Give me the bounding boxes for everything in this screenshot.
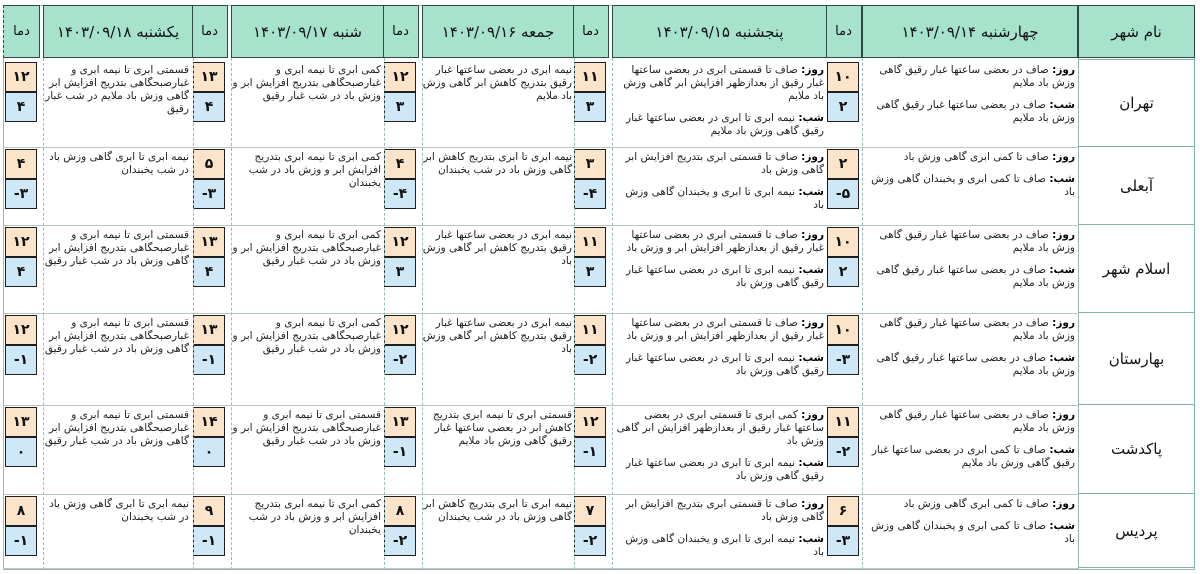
night-label: شب:	[798, 352, 824, 364]
max-temp-box: ۱۳	[5, 407, 37, 437]
day-label: روز:	[1052, 409, 1075, 421]
day-forecast	[612, 151, 824, 177]
max-temp-box: ۱۳	[193, 62, 225, 92]
column-divider	[193, 58, 194, 570]
day-forecast	[612, 317, 824, 343]
day-label: روز:	[1052, 64, 1075, 76]
night-forecast	[865, 352, 1075, 378]
min-temp-box: ۴	[193, 92, 225, 122]
day-label: روز:	[801, 151, 824, 163]
min-temp-box: ۰	[5, 437, 37, 467]
night-forecast-text: نیمه ابری تا ابری و یخبندان گاهی وزش باد	[625, 533, 824, 558]
min-temp-box: ۳	[384, 92, 416, 122]
day-forecast	[612, 498, 824, 524]
day-forecast-text: صاف تا قسمتی ابری در بعضی ساعتها غبار رقیق از بعدازظهر افزایش ابر و وزش باد	[626, 317, 824, 342]
min-temp-box: -۵	[827, 179, 859, 209]
forecast-text: کمی ابری تا نیمه ابری و غبارصبحگاهی بتدریج افزایش ابر و وزش باد در شب غبار رقیق	[232, 64, 381, 102]
min-temp-box: -۳	[827, 345, 859, 375]
min-temp-box: -۳	[5, 179, 37, 209]
forecast-text: نیمه ابری تا ابری گاهی وزش باد در شب یخبندان	[49, 151, 189, 176]
forecast-description	[865, 229, 1075, 311]
row-separator	[3, 147, 1078, 148]
day-forecast	[865, 498, 1075, 511]
forecast-text: قسمتی ابری تا نیمه ابری بتدریج کاهش ابر در بعضی ساعتها غبار رقیق گاهی وزش باد ملایم	[432, 409, 572, 447]
min-temp-box: ۲	[827, 92, 859, 122]
forecast-description	[231, 317, 381, 403]
forecast-text: کمی ابری تا نیمه ابری و غبارصبحگاهی بتدریج افزایش ابر و وزش باد در شب غبار رقیق	[232, 229, 381, 267]
city-name-5: پردیس	[1078, 493, 1195, 568]
row-separator	[3, 225, 1078, 226]
min-temp-box: -۲	[574, 526, 606, 556]
forecast-description	[422, 409, 572, 492]
day-forecast	[865, 229, 1075, 255]
max-temp-box: ۱۲	[384, 315, 416, 345]
min-temp-box: ۴	[193, 257, 225, 287]
min-temp-box: -۳	[193, 179, 225, 209]
row-separator	[3, 494, 1078, 495]
day-label: روز:	[801, 64, 824, 76]
forecast-text: نیمه ابری در بعضی ساعتها غبار رقیق بتدریج کاهش ابر گاهی وزش باد ملایم	[422, 64, 572, 102]
max-temp-box: ۱۱	[574, 62, 606, 92]
night-forecast-text: صاف تا کمی ابری و یخبندان گاهی وزش باد	[871, 173, 1075, 198]
day-forecast-text: صاف تا قسمتی ابری بتدریج افزایش ابر گاهی وزش باد	[625, 151, 824, 176]
forecast-description	[422, 64, 572, 145]
forecast-text: کمی ابری تا نیمه ابری و غبارصبحگاهی بتدریج افزایش ابر و وزش باد در شب غبار رقیق	[232, 317, 381, 355]
min-temp-box: -۱	[574, 437, 606, 467]
night-label: شب:	[1049, 99, 1075, 111]
column-divider	[231, 58, 232, 570]
forecast-description	[43, 409, 189, 492]
night-forecast	[865, 444, 1075, 470]
forecast-description	[231, 151, 381, 223]
night-forecast	[612, 264, 824, 290]
day-label: روز:	[1052, 229, 1075, 241]
max-temp-box: ۵	[193, 149, 225, 179]
night-forecast-text: صاف تا کمی ابری در بعضی ساعتها غبار رقیق گاهی وزش باد ملایم	[871, 444, 1075, 469]
night-forecast	[865, 173, 1075, 199]
forecast-description	[865, 317, 1075, 403]
forecast-description	[612, 229, 824, 311]
day-forecast-text: صاف تا قسمتی ابری در بعضی ساعتها غبار رقیق از بعدازظهر افزایش ابر و وزش باد	[626, 229, 824, 254]
day-label: روز:	[1052, 151, 1075, 163]
min-temp-box: -۴	[384, 179, 416, 209]
forecast-description	[612, 151, 824, 223]
day-forecast-text: صاف تا کمی ابری گاهی وزش باد	[903, 498, 1053, 510]
night-forecast	[865, 264, 1075, 290]
min-temp-box: ۳	[574, 257, 606, 287]
max-temp-box: ۱۲	[384, 62, 416, 92]
forecast-text: کمی ابری تا نیمه ابری بتدریج افزایش ابر و وزش باد در شب یخبندان	[248, 498, 381, 536]
max-temp-box: ۹	[193, 496, 225, 526]
max-temp-box: ۶	[827, 496, 859, 526]
city-name-3: بهارستان	[1078, 312, 1195, 405]
max-temp-box: ۱۲	[574, 407, 606, 437]
forecast-description	[422, 229, 572, 311]
row-separator	[3, 405, 1078, 406]
night-label: شب:	[798, 533, 824, 545]
day-forecast	[612, 229, 824, 255]
day-label: روز:	[801, 317, 824, 329]
night-forecast-text: صاف در بعضی ساعتها غبار رقیق گاهی وزش باد ملایم	[876, 99, 1075, 124]
day-forecast	[612, 409, 824, 448]
day-label: روز:	[1052, 317, 1075, 329]
max-temp-box: ۱۲	[384, 227, 416, 257]
night-forecast	[612, 533, 824, 559]
min-temp-box: ۳	[384, 257, 416, 287]
column-divider	[574, 58, 575, 570]
max-temp-box: ۱۲	[5, 227, 37, 257]
day-label: روز:	[801, 498, 824, 510]
night-label: شب:	[1049, 173, 1075, 185]
temp-column-header-4: دما	[3, 5, 40, 58]
day-label: روز:	[1052, 498, 1075, 510]
night-label: شب:	[798, 112, 824, 124]
forecast-description	[231, 498, 381, 566]
day-label: روز:	[801, 409, 824, 421]
column-divider	[43, 58, 44, 570]
min-temp-box: ۳	[574, 92, 606, 122]
night-label: شب:	[798, 186, 824, 198]
day-forecast-text: صاف در بعضی ساعتها غبار رقیق گاهی وزش باد ملایم	[879, 317, 1075, 342]
min-temp-box: -۱	[5, 526, 37, 556]
forecast-text: کمی ابری تا نیمه ابری بتدریج افزایش ابر و وزش باد در شب یخبندان	[248, 151, 381, 189]
day-column-header-4: یکشنبه ۱۴۰۳/۰۹/۱۸	[43, 5, 193, 58]
night-label: شب:	[1049, 264, 1075, 276]
day-forecast-text: صاف در بعضی ساعتها غبار رقیق گاهی وزش باد ملایم	[879, 409, 1075, 434]
day-label: روز:	[801, 229, 824, 241]
column-divider	[612, 58, 613, 570]
forecast-text: نیمه ابری تا ابری بتدریج کاهش ابر گاهی وزش باد در شب یخبندان	[423, 151, 572, 176]
day-forecast	[865, 151, 1075, 164]
max-temp-box: ۱۳	[384, 407, 416, 437]
day-forecast-text: صاف تا قسمتی ابری بتدریج افزایش ابر گاهی وزش باد	[625, 498, 824, 523]
temp-column-header-3: دما	[191, 5, 228, 58]
max-temp-box: ۸	[5, 496, 37, 526]
forecast-text: قسمتی ابری تا نیمه ابری و غبارصبحگاهی بتدریج افزایش ابر گاهی وزش باد در شب غبار رقیق	[44, 229, 189, 267]
day-forecast-text: صاف تا کمی ابری گاهی وزش باد	[903, 151, 1053, 163]
forecast-description	[865, 64, 1075, 145]
min-temp-box: -۲	[827, 437, 859, 467]
forecast-description	[231, 409, 381, 492]
min-temp-box: -۲	[384, 345, 416, 375]
max-temp-box: ۱۱	[574, 227, 606, 257]
row-separator	[3, 313, 1078, 314]
min-temp-box: -۲	[384, 526, 416, 556]
max-temp-box: ۱۲	[5, 315, 37, 345]
max-temp-box: ۱۲	[5, 62, 37, 92]
min-temp-box: -۱	[193, 526, 225, 556]
day-forecast	[865, 409, 1075, 435]
forecast-text: قسمتی ابری تا نیمه ابری و غبارصبحگاهی بتدریج افزایش ابر گاهی وزش باد ملایم در شب غبار رقیق	[45, 64, 189, 115]
city-name-1: آبعلی	[1078, 146, 1195, 225]
night-forecast	[865, 520, 1075, 546]
min-temp-box: ۲	[827, 257, 859, 287]
min-temp-box: -۲	[574, 345, 606, 375]
max-temp-box: ۸	[384, 496, 416, 526]
forecast-text: قسمتی ابری تا نیمه ابری و غبارصبحگاهی بتدریج افزایش ابر گاهی وزش باد در شب غبار رقیق	[44, 317, 189, 355]
min-temp-box: -۴	[574, 179, 606, 209]
city-name-0: تهران	[1078, 59, 1195, 147]
night-forecast	[612, 186, 824, 212]
forecast-description	[231, 229, 381, 311]
forecast-description	[612, 409, 824, 492]
column-divider	[1078, 58, 1079, 570]
forecast-text: قسمتی ابری تا نیمه ابری و غبارصبحگاهی بتدریج افزایش ابر و وزش باد در شب غبار رقیق	[232, 409, 381, 447]
night-forecast-text: صاف در بعضی ساعتها غبار رقیق گاهی وزش باد ملایم	[876, 352, 1075, 377]
forecast-description	[612, 64, 824, 145]
max-temp-box: ۴	[384, 149, 416, 179]
temp-column-header-0: دما	[825, 5, 862, 58]
min-temp-box: ۴	[5, 92, 37, 122]
max-temp-box: ۱۱	[827, 407, 859, 437]
forecast-description	[43, 64, 189, 145]
night-forecast-text: نیمه ابری تا ابری در بعضی ساعتها غبار رقیق گاهی وزش باد	[626, 457, 824, 482]
max-temp-box: ۱۳	[193, 315, 225, 345]
temp-column-header-2: دما	[382, 5, 419, 58]
min-temp-box: ۰	[193, 437, 225, 467]
forecast-description	[612, 498, 824, 566]
max-temp-box: ۱۰	[827, 315, 859, 345]
max-temp-box: ۴	[5, 149, 37, 179]
night-label: شب:	[798, 264, 824, 276]
min-temp-box: -۱	[384, 437, 416, 467]
day-forecast	[865, 64, 1075, 90]
night-forecast-text: نیمه ابری تا ابری و یخبندان گاهی وزش باد	[625, 186, 824, 211]
column-divider	[862, 58, 863, 570]
forecast-description	[43, 317, 189, 403]
max-temp-box: ۱۱	[574, 315, 606, 345]
max-temp-box: ۱۴	[193, 407, 225, 437]
night-forecast-text: نیمه ابری تا ابری در بعضی ساعتها غبار رقیق گاهی وزش باد ملایم	[626, 112, 824, 137]
forecast-text: قسمتی ابری تا نیمه ابری و غبارصبحگاهی بتدریج افزایش ابر گاهی وزش باد در شب غبار رقیق	[44, 409, 189, 447]
night-forecast	[612, 352, 824, 378]
city-name-2: اسلام شهر	[1078, 224, 1195, 313]
forecast-description	[43, 498, 189, 566]
min-temp-box: -۳	[827, 526, 859, 556]
forecast-description	[231, 64, 381, 145]
day-column-header-2: جمعه ۱۴۰۳/۰۹/۱۶	[422, 5, 574, 58]
day-forecast-text: صاف تا قسمتی ابری در بعضی ساعتها غبار رقیق از بعدازظهر افزایش ابر گاهی وزش باد ملایم	[623, 64, 824, 102]
night-label: شب:	[1049, 352, 1075, 364]
row-separator	[3, 568, 1078, 569]
forecast-description	[43, 229, 189, 311]
night-forecast-text: صاف در بعضی ساعتها غبار رقیق گاهی وزش باد ملایم	[876, 264, 1075, 289]
min-temp-box: ۴	[5, 257, 37, 287]
night-label: شب:	[1049, 520, 1075, 532]
day-forecast-text: صاف در بعضی ساعتها غبار رقیق گاهی وزش باد ملایم	[879, 64, 1075, 89]
day-forecast-text: کمی ابری تا قسمتی ابری در بعضی ساعتها غبار رقیق از بعدازظهر افزایش ابر گاهی وزش باد	[616, 409, 824, 447]
night-forecast	[865, 99, 1075, 125]
forecast-description	[422, 151, 572, 223]
forecast-description	[865, 498, 1075, 566]
forecast-description	[865, 409, 1075, 492]
day-forecast	[865, 317, 1075, 343]
day-column-header-1: پنجشنبه ۱۴۰۳/۰۹/۱۵	[612, 5, 827, 58]
forecast-text: نیمه ابری در بعضی ساعتها غبار رقیق بتدریج کاهش ابر گاهی وزش باد	[422, 229, 572, 267]
column-divider	[422, 58, 423, 570]
max-temp-box: ۱۰	[827, 62, 859, 92]
night-forecast-text: نیمه ابری تا ابری در بعضی ساعتها غبار رقیق گاهی وزش باد	[626, 264, 824, 289]
day-forecast	[612, 64, 824, 103]
forecast-text: نیمه ابری در بعضی ساعتها غبار رقیق بتدریج کاهش ابر گاهی وزش باد	[422, 317, 572, 355]
night-forecast-text: صاف تا کمی ابری و یخبندان گاهی وزش باد	[871, 520, 1075, 545]
forecast-description	[422, 498, 572, 566]
min-temp-box: -۱	[5, 345, 37, 375]
max-temp-box: ۷	[574, 496, 606, 526]
day-column-header-3: شنبه ۱۴۰۳/۰۹/۱۷	[231, 5, 384, 58]
city-column-header: نام شهر	[1078, 5, 1195, 58]
night-forecast	[612, 112, 824, 138]
max-temp-box: ۱۳	[193, 227, 225, 257]
forecast-text: نیمه ابری تا ابری بتدریج کاهش ابر گاهی وزش باد در شب یخبندان	[423, 498, 572, 523]
night-label: شب:	[798, 457, 824, 469]
max-temp-box: ۳	[574, 149, 606, 179]
forecast-text: نیمه ابری تا ابری گاهی وزش باد در شب یخبندان	[49, 498, 189, 523]
city-name-4: پاکدشت	[1078, 404, 1195, 494]
forecast-description	[612, 317, 824, 403]
forecast-description	[43, 151, 189, 223]
max-temp-box: ۲	[827, 149, 859, 179]
forecast-description	[422, 317, 572, 403]
night-forecast-text: نیمه ابری تا ابری در بعضی ساعتها غبار رقیق گاهی وزش باد	[626, 352, 824, 377]
day-column-header-0: چهارشنبه ۱۴۰۳/۰۹/۱۴	[862, 5, 1078, 58]
day-forecast-text: صاف در بعضی ساعتها غبار رقیق گاهی وزش باد ملایم	[879, 229, 1075, 254]
min-temp-box: -۱	[193, 345, 225, 375]
night-label: شب:	[1049, 444, 1075, 456]
forecast-description	[865, 151, 1075, 223]
max-temp-box: ۱۰	[827, 227, 859, 257]
night-forecast	[612, 457, 824, 483]
temp-column-header-1: دما	[572, 5, 609, 58]
column-divider	[384, 58, 385, 570]
